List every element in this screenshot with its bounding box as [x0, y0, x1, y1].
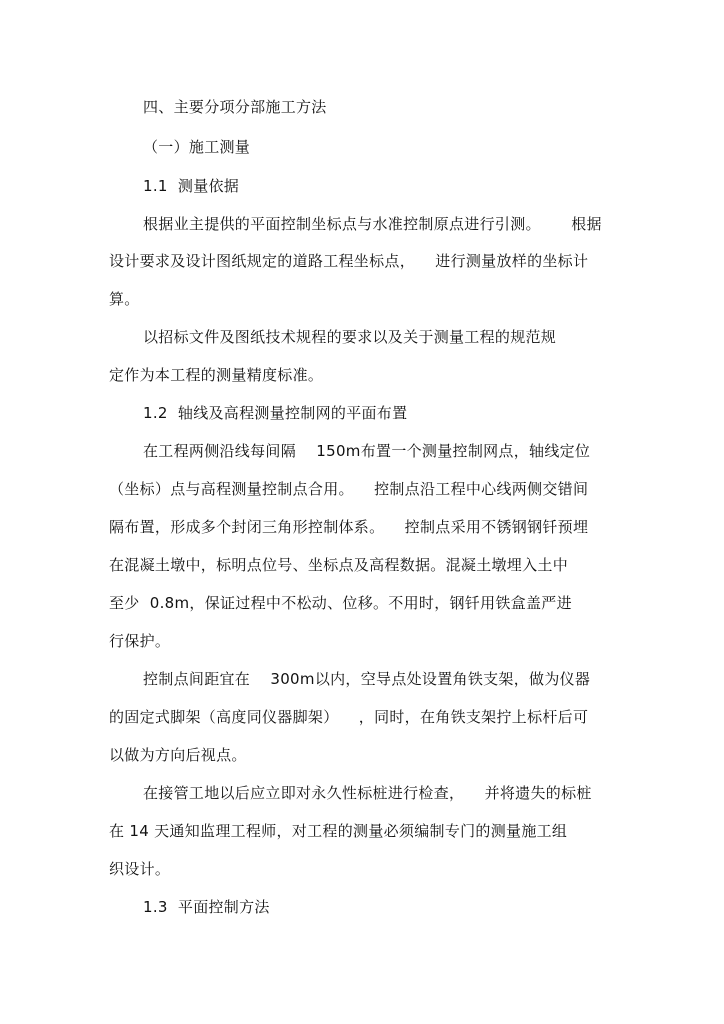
paragraph-line: 在工程两侧沿线每间隔 150m布置一个测量控制网点，轴线定位: [143, 442, 591, 460]
paragraph-line: 设计要求及设计图纸规定的道路工程坐标点， 进行测量放样的坐标计: [109, 252, 589, 270]
paragraph-line: 至少 0.8m，保证过程中不松动、位移。不用时，钢钎用铁盒盖严进: [109, 594, 572, 612]
subsection-heading: （一）施工测量: [143, 138, 251, 156]
paragraph-line: 隔布置，形成多个封闭三角形控制体系。 控制点采用不锈钢钢钎预埋: [109, 518, 589, 536]
paragraph-line: 控制点间距宜在 300m以内，空导点处设置角铁支架，做为仪器: [143, 670, 591, 688]
clause-heading-1-2: 1.2 轴线及高程测量控制网的平面布置: [143, 404, 408, 422]
paragraph-line: 在接管工地以后应立即对永久性标桩进行检查， 并将遗失的标桩: [143, 784, 592, 802]
paragraph-line: 根据业主提供的平面控制坐标点与水准控制原点进行引测。 根据: [143, 215, 602, 233]
clause-heading-1-3: 1.3 平面控制方法: [143, 898, 270, 916]
paragraph-line: 行保护。: [109, 632, 171, 650]
paragraph-line: 算。: [109, 290, 140, 308]
section-heading: 四、主要分项分部施工方法: [143, 98, 327, 116]
paragraph-line: 的固定式脚架（高度同仪器脚架） ，同时，在角铁支架拧上标杆后可: [109, 708, 589, 726]
paragraph-line: 以做为方向后视点。: [109, 746, 247, 764]
paragraph-line: 在 14 天通知监理工程师，对工程的测量必须编制专门的测量施工组: [109, 822, 568, 840]
clause-heading-1-1: 1.1 测量依据: [143, 177, 240, 195]
paragraph-line: 定作为本工程的测量精度标准。: [109, 366, 324, 384]
paragraph-line: （坐标）点与高程测量控制点合用。 控制点沿工程中心线两侧交错间: [109, 480, 589, 498]
paragraph-line: 以招标文件及图纸技术规程的要求以及关于测量工程的规范规: [143, 328, 557, 346]
paragraph-line: 织设计。: [109, 860, 171, 878]
paragraph-line: 在混凝土墩中，标明点位号、坐标点及高程数据。混凝土墩埋入土中: [109, 556, 569, 574]
